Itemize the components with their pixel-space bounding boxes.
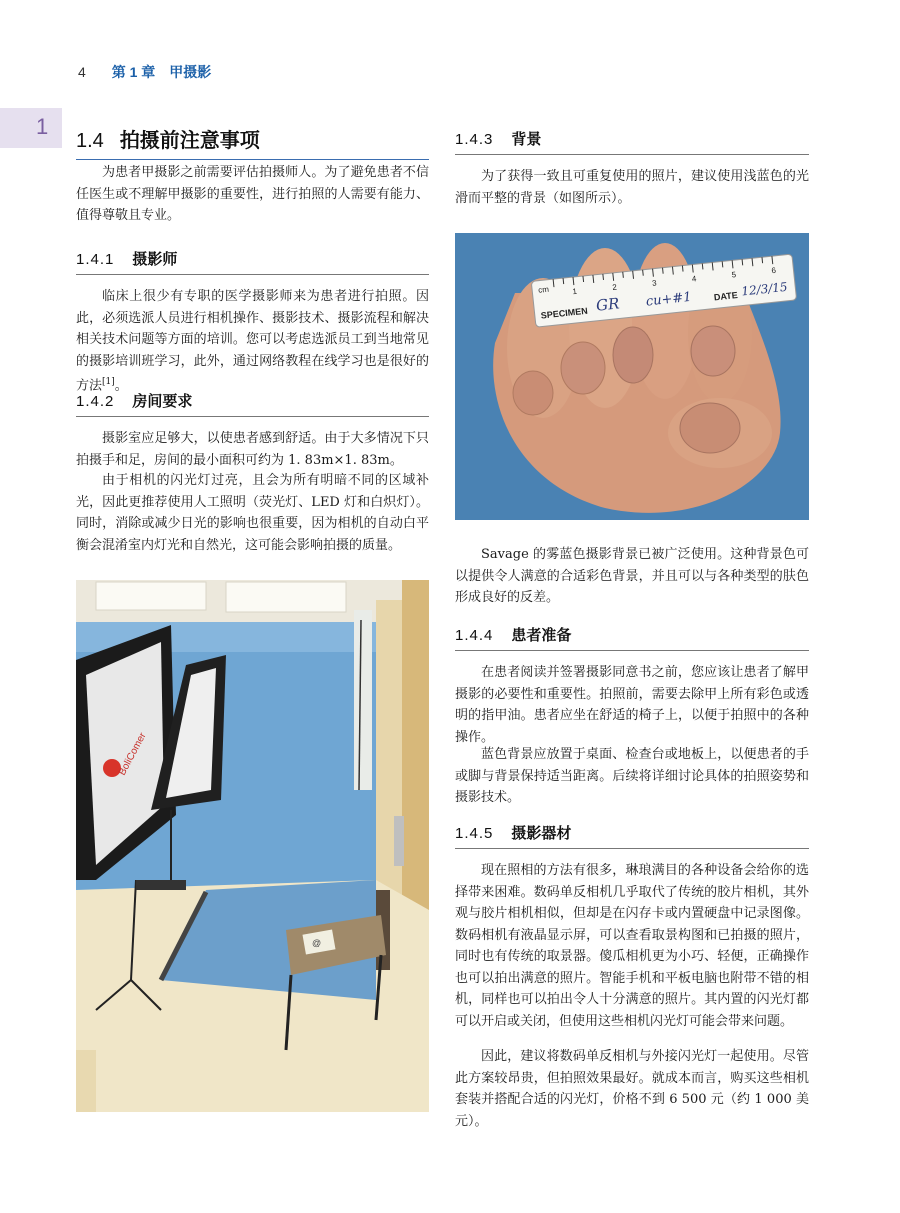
- subsection-title: 患者准备: [511, 627, 572, 644]
- photo-hand-ruler: [455, 233, 809, 520]
- paragraph-room-2: 由于相机的闪光灯过亮，且会为所有明暗不同的区域补光，因此更推荐使用人工照明（荧光灯、LED 灯和白炽灯）。同时，消除或减少日光的影响也很重要，因为相机的自动白平衡会混淆室内灯光和自然光，这可能会影响拍摄的质量。: [76, 473, 429, 553]
- ruler-tick-2: 2: [611, 282, 618, 293]
- subsection-heading-1-4-3: [455, 128, 809, 155]
- citation-ref: [1]: [102, 377, 115, 387]
- photo-studio-room: [76, 580, 429, 1112]
- paragraph-equipment-1: 现在照相的方法有很多，琳琅满目的各种设备会给你的选择带来困难。数码单反相机几乎取代了传统的胶片相机，其外观与胶片相机相似，但却是在闪存卡或内置硬盘中记录图像。数码相机有液晶显示屏，可以查看取景构图和已拍摄的照片，同时也有传统的取景器。傻瓜相机更为小巧、轻便，正确操作也可以拍出满意的照片。智能手机和平板电脑也附带不错的相机，同样也可以拍出令人十分满意的照片。其内置的闪光灯都可以开启或关闭，但使用这些相机闪光灯可能会带来问题。: [455, 863, 809, 1029]
- paragraph-background-1: 为了获得一致且可重复使用的照片，建议使用浅蓝色的光滑而平整的背景（如图所示）。: [455, 169, 809, 206]
- subsection-title: 背景: [511, 131, 542, 148]
- subsection-title: 摄影师: [132, 251, 178, 268]
- paragraph-background-2: Savage 的雾蓝色摄影背景已被广泛使用。这种背景色可以提供令人满意的合适彩色背景，并且可以与各种类型的肤色形成良好的反差。: [455, 547, 809, 605]
- studio-room-illustration: [76, 580, 429, 1112]
- softbox-brand: BoliComer: [116, 731, 149, 778]
- ruler-tick-6: 6: [770, 265, 777, 276]
- ruler-date-label: DATE: [713, 289, 739, 303]
- subsection-number: 1.4.1: [76, 251, 115, 268]
- subsection-number: 1.4.5: [455, 825, 494, 842]
- paragraph-text: 临床上很少有专职的医学摄影师来为患者进行拍照。因此，必须选派人员进行相机操作、摄影技术、摄影流程和解决相关技术问题等方面的培训。您可以考虑选派员工到当地常见的摄影培训班学习，此外，通过网络教程在线学习也是很好的方法: [76, 289, 429, 394]
- ruler-specimen-label: SPECIMEN: [540, 305, 589, 321]
- paragraph-photographer: [76, 286, 429, 397]
- ruler-tick-5: 5: [731, 270, 737, 280]
- section-intro: 为患者甲摄影之前需要评估拍摄师人。为了避免患者不信任医生或不理解甲摄影的重要性，进行拍照的人需要有能力、值得尊敬且专业。: [76, 165, 429, 223]
- chapter-tab: [0, 108, 62, 148]
- subsection-number: 1.4.3: [455, 131, 494, 148]
- section-heading: [76, 124, 429, 160]
- hand-illustration: [455, 233, 809, 520]
- ruler-cm-label: cm: [537, 284, 550, 295]
- paragraph-patient-2: 蓝色背景应放置于桌面、检查台或地板上，以便患者的手或脚与背景保持适当距离。后续将详细讨论具体的拍照姿势和摄影技术。: [455, 747, 809, 805]
- ruler-tick-4: 4: [691, 274, 697, 284]
- section-title: 拍摄前注意事项: [119, 130, 260, 152]
- handwritten-date: 12/3/15: [740, 279, 789, 299]
- paragraph-end: 。: [114, 378, 128, 394]
- subsection-heading-1-4-4: [455, 624, 809, 651]
- subsection-number: 1.4.4: [455, 627, 494, 644]
- running-header: [78, 62, 211, 82]
- subsection-number: 1.4.2: [76, 393, 115, 410]
- subsection-heading-1-4-5: [455, 822, 809, 849]
- handwritten-id: cu+#1: [645, 289, 693, 310]
- subsection-heading-1-4-2: [76, 390, 429, 417]
- chapter-title: 第 1 章 甲摄影: [111, 64, 212, 80]
- ruler-tick-3: 3: [651, 278, 658, 288]
- card-text: @: [312, 938, 322, 948]
- chapter-tab-number: 1: [36, 114, 49, 139]
- paragraph-room-1: 摄影室应足够大，以使患者感到舒适。由于大多情况下只拍摄手和足，房间的最小面积可约为 1. 83m×1. 83m。: [76, 431, 429, 468]
- page-number: 4: [78, 64, 86, 80]
- subsection-title: 摄影器材: [511, 825, 572, 842]
- subsection-title: 房间要求: [132, 393, 193, 410]
- paragraph-equipment-2: 因此，建议将数码单反相机与外接闪光灯一起使用。尽管此方案较昂贵，但拍照效果最好。就成本而言，购买这些相机套装并搭配合适的闪光灯，价格不到 6 500 元（约 1 000 美元）。: [455, 1049, 809, 1129]
- paragraph-patient-1: 在患者阅读并签署摄影同意书之前，您应该让患者了解甲摄影的必要性和重要性。拍照前，需要去除甲上所有彩色或透明的指甲油。患者应坐在舒适的椅子上，以便于拍照中的各种操作。: [455, 665, 809, 745]
- handwritten-initials: GR: [595, 294, 621, 315]
- ruler-tick-1: 1: [572, 286, 578, 297]
- subsection-heading-1-4-1: [76, 248, 429, 275]
- section-number: 1.4: [76, 130, 104, 152]
